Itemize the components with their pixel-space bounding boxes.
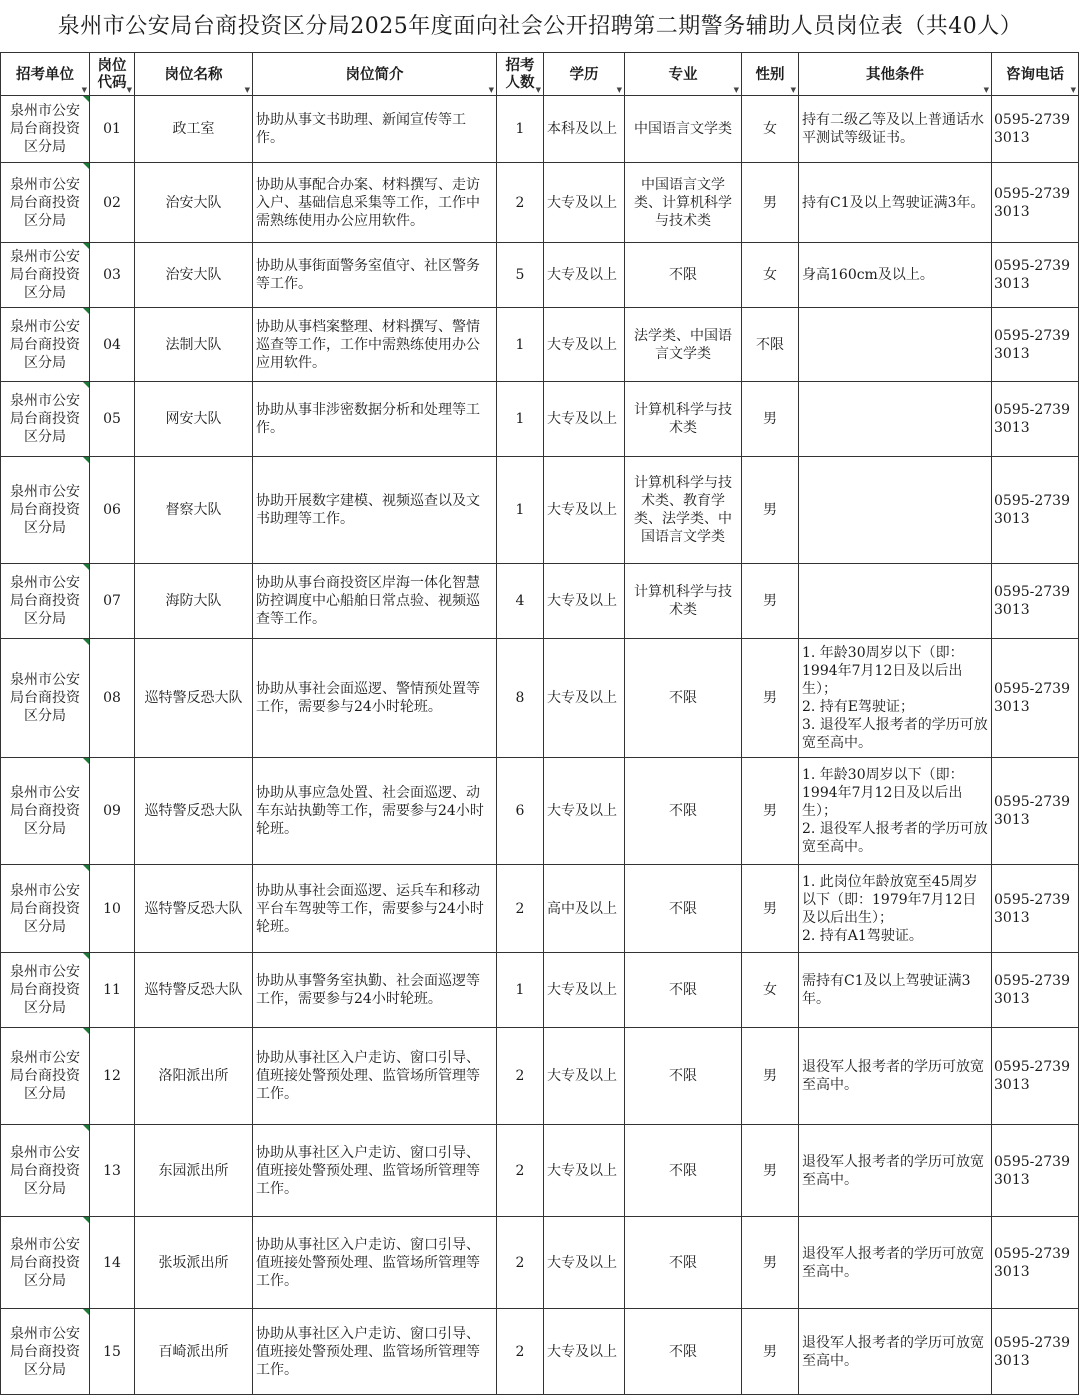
cell-other xyxy=(799,457,992,564)
cell-edu: 大专及以上 xyxy=(544,243,625,308)
cell-intro: 协助从事警务室执勤、社会面巡逻等工作，需要参与24小时轮班。 xyxy=(253,953,497,1028)
cell-edu: 大专及以上 xyxy=(544,564,625,639)
cell-count: 2 xyxy=(497,1028,544,1125)
cell-phone: 0595-27393013 xyxy=(992,308,1079,382)
header-code[interactable]: 岗位 代码 ▼ xyxy=(90,53,135,96)
cell-phone: 0595-27393013 xyxy=(992,382,1079,457)
cell-other xyxy=(799,865,992,953)
cell-intro: 协助从事社会面巡逻、警情预处置等工作，需要参与24小时轮班。 xyxy=(253,639,497,758)
cell-gender: 男 xyxy=(742,639,799,758)
dropdown-arrow-icon[interactable]: ▼ xyxy=(1070,85,1076,94)
table-row xyxy=(1,382,1079,457)
cell-count: 8 xyxy=(497,639,544,758)
cell-intro: 协助从事社区入户走访、窗口引导、值班接处警预处理、监管场所管理等工作。 xyxy=(253,1028,497,1125)
cell-gender: 男 xyxy=(742,457,799,564)
cell-other xyxy=(799,96,992,163)
dropdown-arrow-icon[interactable]: ▼ xyxy=(81,85,87,94)
cell-name: 百崎派出所 xyxy=(135,1309,253,1395)
cell-other xyxy=(799,758,992,865)
cell-intro: 协助从事配合办案、材料撰写、走访入户、基础信息采集等工作，工作中需熟练使用办公应用软件。 xyxy=(253,163,497,243)
cell-unit: 泉州市公安局台商投资区分局 xyxy=(1,1125,90,1217)
cell-code: 01 xyxy=(90,96,135,163)
cell-other xyxy=(799,308,992,382)
cell-unit: 泉州市公安局台商投资区分局 xyxy=(1,382,90,457)
cell-phone: 0595-27393013 xyxy=(992,163,1079,243)
cell-major: 不限 xyxy=(625,1309,742,1395)
cell-unit: 泉州市公安局台商投资区分局 xyxy=(1,96,90,163)
cell-intro: 协助从事社会面巡逻、运兵车和移动平台车驾驶等工作，需要参与24小时轮班。 xyxy=(253,865,497,953)
cell-edu: 大专及以上 xyxy=(544,457,625,564)
condition-line: 身高160cm及以上。 xyxy=(802,267,934,283)
condition-line: 需持有C1及以上驾驶证满3年。 xyxy=(802,973,971,1007)
cell-unit: 泉州市公安局台商投资区分局 xyxy=(1,163,90,243)
cell-name: 督察大队 xyxy=(135,457,253,564)
cell-code: 07 xyxy=(90,564,135,639)
table-row xyxy=(1,243,1079,308)
cell-other xyxy=(799,382,992,457)
table-row xyxy=(1,96,1079,163)
condition-line: 3. 退役军人报考者的学历可放宽至高中。 xyxy=(802,717,988,751)
cell-unit: 泉州市公安局台商投资区分局 xyxy=(1,1309,90,1395)
condition-line: 1. 此岗位年龄放宽至45周岁以下（即：1979年7月12日及以后出生）； xyxy=(802,873,978,926)
cell-other xyxy=(799,243,992,308)
header-row xyxy=(1,53,1079,96)
cell-count: 2 xyxy=(497,865,544,953)
cell-intro: 协助从事应急处置、社会面巡逻、动车东站执勤等工作，需要参与24小时轮班。 xyxy=(253,758,497,865)
cell-intro: 协助从事非涉密数据分析和处理等工作。 xyxy=(253,382,497,457)
table-row xyxy=(1,865,1079,953)
cell-edu: 大专及以上 xyxy=(544,1217,625,1309)
cell-code: 09 xyxy=(90,758,135,865)
table-row xyxy=(1,564,1079,639)
condition-line: 持有C1及以上驾驶证满3年。 xyxy=(802,194,985,211)
cell-code: 14 xyxy=(90,1217,135,1309)
cell-count: 1 xyxy=(497,457,544,564)
cell-count: 2 xyxy=(497,1217,544,1309)
header-major[interactable]: 专业 ▼ xyxy=(625,53,742,96)
cell-edu: 大专及以上 xyxy=(544,163,625,243)
cell-gender: 不限 xyxy=(742,308,799,382)
condition-line: 退役军人报考者的学历可放宽至高中。 xyxy=(802,1245,984,1280)
cell-unit: 泉州市公安局台商投资区分局 xyxy=(1,758,90,865)
table-row xyxy=(1,639,1079,758)
cell-unit: 泉州市公安局台商投资区分局 xyxy=(1,639,90,758)
cell-intro: 协助开展数字建模、视频巡查以及文书助理等工作。 xyxy=(253,457,497,564)
header-intro[interactable]: 岗位简介 ▼ xyxy=(253,53,497,96)
cell-gender: 男 xyxy=(742,564,799,639)
cell-count: 1 xyxy=(497,953,544,1028)
cell-gender: 男 xyxy=(742,758,799,865)
cell-gender: 男 xyxy=(742,163,799,243)
cell-other xyxy=(799,1309,992,1395)
dropdown-arrow-icon[interactable]: ▼ xyxy=(733,85,739,94)
header-phone[interactable]: 咨询电话 ▼ xyxy=(992,53,1079,96)
cell-edu: 大专及以上 xyxy=(544,1309,625,1395)
cell-other xyxy=(799,1028,992,1125)
cell-major: 不限 xyxy=(625,865,742,953)
cell-major: 不限 xyxy=(625,639,742,758)
condition-line: 退役军人报考者的学历可放宽至高中。 xyxy=(802,1334,984,1369)
cell-phone: 0595-27393013 xyxy=(992,1309,1079,1395)
cell-count: 6 xyxy=(497,758,544,865)
cell-gender: 女 xyxy=(742,96,799,163)
cell-name: 治安大队 xyxy=(135,243,253,308)
table-row xyxy=(1,758,1079,865)
cell-major: 计算机科学与技术类 xyxy=(625,564,742,639)
cell-phone: 0595-27393013 xyxy=(992,758,1079,865)
cell-count: 4 xyxy=(497,564,544,639)
cell-name: 网安大队 xyxy=(135,382,253,457)
cell-gender: 女 xyxy=(742,953,799,1028)
table-row xyxy=(1,163,1079,243)
cell-name: 海防大队 xyxy=(135,564,253,639)
cell-count: 5 xyxy=(497,243,544,308)
cell-name: 洛阳派出所 xyxy=(135,1028,253,1125)
table-row xyxy=(1,1125,1079,1217)
cell-intro: 协助从事文书助理、新闻宣传等工作。 xyxy=(253,96,497,163)
cell-gender: 男 xyxy=(742,1028,799,1125)
header-name[interactable]: 岗位名称 ▼ xyxy=(135,53,253,96)
condition-line: 1. 年龄30周岁以下（即：1994年7月12日及以后出生）； xyxy=(802,645,964,697)
table-row xyxy=(1,1309,1079,1395)
cell-major: 不限 xyxy=(625,1125,742,1217)
cell-edu: 大专及以上 xyxy=(544,308,625,382)
cell-phone: 0595-27393013 xyxy=(992,1125,1079,1217)
cell-major: 计算机科学与技术类 xyxy=(625,382,742,457)
cell-edu: 大专及以上 xyxy=(544,1125,625,1217)
cell-edu: 大专及以上 xyxy=(544,382,625,457)
cell-major: 不限 xyxy=(625,953,742,1028)
cell-edu: 大专及以上 xyxy=(544,639,625,758)
cell-gender: 男 xyxy=(742,1309,799,1395)
cell-gender: 男 xyxy=(742,382,799,457)
cell-unit: 泉州市公安局台商投资区分局 xyxy=(1,1217,90,1309)
condition-line: 2. 持有A1驾驶证。 xyxy=(802,927,923,944)
cell-unit: 泉州市公安局台商投资区分局 xyxy=(1,953,90,1028)
cell-phone: 0595-27393013 xyxy=(992,96,1079,163)
cell-count: 1 xyxy=(497,308,544,382)
header-other[interactable]: 其他条件 ▼ xyxy=(799,53,992,96)
table-row xyxy=(1,953,1079,1028)
table-row xyxy=(1,1028,1079,1125)
dropdown-arrow-icon[interactable]: ▼ xyxy=(535,85,541,94)
dropdown-arrow-icon[interactable]: ▼ xyxy=(244,85,250,94)
cell-edu: 大专及以上 xyxy=(544,758,625,865)
header-count[interactable]: 招考 人数 ▼ xyxy=(497,53,544,96)
cell-intro: 协助从事社区入户走访、窗口引导、值班接处警预处理、监管场所管理等工作。 xyxy=(253,1217,497,1309)
cell-unit: 泉州市公安局台商投资区分局 xyxy=(1,243,90,308)
cell-other xyxy=(799,1125,992,1217)
table-row xyxy=(1,308,1079,382)
dropdown-arrow-icon[interactable]: ▼ xyxy=(790,85,796,94)
page-title: 泉州市公安局台商投资区分局2025年度面向社会公开招聘第二期警务辅助人员岗位表（共40人） xyxy=(57,14,1023,39)
cell-count: 1 xyxy=(497,96,544,163)
table-row xyxy=(1,1217,1079,1309)
cell-unit: 泉州市公安局台商投资区分局 xyxy=(1,308,90,382)
cell-unit: 泉州市公安局台商投资区分局 xyxy=(1,865,90,953)
cell-other xyxy=(799,163,992,243)
cell-code: 08 xyxy=(90,639,135,758)
table-row xyxy=(1,457,1079,564)
cell-intro: 协助从事街面警务室值守、社区警务等工作。 xyxy=(253,243,497,308)
cell-code: 02 xyxy=(90,163,135,243)
cell-code: 10 xyxy=(90,865,135,953)
cell-edu: 本科及以上 xyxy=(544,96,625,163)
cell-name: 政工室 xyxy=(135,96,253,163)
cell-name: 治安大队 xyxy=(135,163,253,243)
cell-code: 11 xyxy=(90,953,135,1028)
cell-code: 06 xyxy=(90,457,135,564)
cell-edu: 大专及以上 xyxy=(544,1028,625,1125)
cell-edu: 高中及以上 xyxy=(544,865,625,953)
cell-major: 不限 xyxy=(625,243,742,308)
cell-code: 05 xyxy=(90,382,135,457)
cell-intro: 协助从事台商投资区岸海一体化智慧防控调度中心船舶日常点验、视频巡查等工作。 xyxy=(253,564,497,639)
cell-name: 东园派出所 xyxy=(135,1125,253,1217)
cell-phone: 0595-27393013 xyxy=(992,1217,1079,1309)
cell-intro: 协助从事社区入户走访、窗口引导、值班接处警预处理、监管场所管理等工作。 xyxy=(253,1309,497,1395)
cell-code: 03 xyxy=(90,243,135,308)
cell-name: 巡特警反恐大队 xyxy=(135,865,253,953)
cell-name: 巡特警反恐大队 xyxy=(135,953,253,1028)
cell-unit: 泉州市公安局台商投资区分局 xyxy=(1,457,90,564)
cell-major: 不限 xyxy=(625,1028,742,1125)
cell-count: 2 xyxy=(497,163,544,243)
header-unit[interactable]: 招考单位 ▼ xyxy=(1,53,90,96)
cell-name: 巡特警反恐大队 xyxy=(135,758,253,865)
cell-name: 巡特警反恐大队 xyxy=(135,639,253,758)
cell-other xyxy=(799,1217,992,1309)
cell-unit: 泉州市公安局台商投资区分局 xyxy=(1,564,90,639)
cell-count: 2 xyxy=(497,1309,544,1395)
cell-major: 中国语言文学类 xyxy=(625,96,742,163)
cell-count: 2 xyxy=(497,1125,544,1217)
cell-major: 不限 xyxy=(625,758,742,865)
cell-phone: 0595-27393013 xyxy=(992,243,1079,308)
cell-phone: 0595-27393013 xyxy=(992,1028,1079,1125)
cell-unit: 泉州市公安局台商投资区分局 xyxy=(1,1028,90,1125)
cell-major: 中国语言文学类、计算机科学与技术类 xyxy=(625,163,742,243)
dropdown-arrow-icon[interactable]: ▼ xyxy=(983,85,989,94)
cell-intro: 协助从事档案整理、材料撰写、警情巡查等工作，工作中需熟练使用办公应用软件。 xyxy=(253,308,497,382)
cell-gender: 男 xyxy=(742,1217,799,1309)
header-gender[interactable]: 性别 ▼ xyxy=(742,53,799,96)
cell-major: 不限 xyxy=(625,1217,742,1309)
cell-phone: 0595-27393013 xyxy=(992,457,1079,564)
dropdown-arrow-icon[interactable]: ▼ xyxy=(488,85,494,94)
cell-other xyxy=(799,564,992,639)
condition-line: 2. 退役军人报考者的学历可放宽至高中。 xyxy=(802,821,988,855)
cell-name: 法制大队 xyxy=(135,308,253,382)
dropdown-arrow-icon[interactable]: ▼ xyxy=(126,85,132,94)
condition-line: 退役军人报考者的学历可放宽至高中。 xyxy=(802,1059,984,1093)
cell-code: 13 xyxy=(90,1125,135,1217)
cell-edu: 大专及以上 xyxy=(544,953,625,1028)
cell-gender: 女 xyxy=(742,243,799,308)
cell-other xyxy=(799,639,992,758)
cell-code: 15 xyxy=(90,1309,135,1395)
dropdown-arrow-icon[interactable]: ▼ xyxy=(616,85,622,94)
condition-line: 1. 年龄30周岁以下（即：1994年7月12日及以后出生）； xyxy=(802,767,964,819)
cell-phone: 0595-27393013 xyxy=(992,639,1079,758)
positions-table xyxy=(0,52,1079,1395)
cell-other xyxy=(799,953,992,1028)
cell-gender: 男 xyxy=(742,1125,799,1217)
cell-phone: 0595-27393013 xyxy=(992,564,1079,639)
cell-phone: 0595-27393013 xyxy=(992,953,1079,1028)
cell-code: 04 xyxy=(90,308,135,382)
cell-count: 1 xyxy=(497,382,544,457)
cell-gender: 男 xyxy=(742,865,799,953)
cell-phone: 0595-27393013 xyxy=(992,865,1079,953)
cell-code: 12 xyxy=(90,1028,135,1125)
header-edu[interactable]: 学历 ▼ xyxy=(544,53,625,96)
cell-intro: 协助从事社区入户走访、窗口引导、值班接处警预处理、监管场所管理等工作。 xyxy=(253,1125,497,1217)
condition-line: 持有二级乙等及以上普通话水平测试等级证书。 xyxy=(802,112,984,146)
condition-line: 2. 持有E驾驶证； xyxy=(802,699,915,715)
cell-major: 计算机科学与技术类、教育学类、法学类、中国语言文学类 xyxy=(625,457,742,564)
cell-name: 张坂派出所 xyxy=(135,1217,253,1309)
condition-line: 退役军人报考者的学历可放宽至高中。 xyxy=(802,1153,984,1188)
cell-major: 法学类、中国语言文学类 xyxy=(625,308,742,382)
